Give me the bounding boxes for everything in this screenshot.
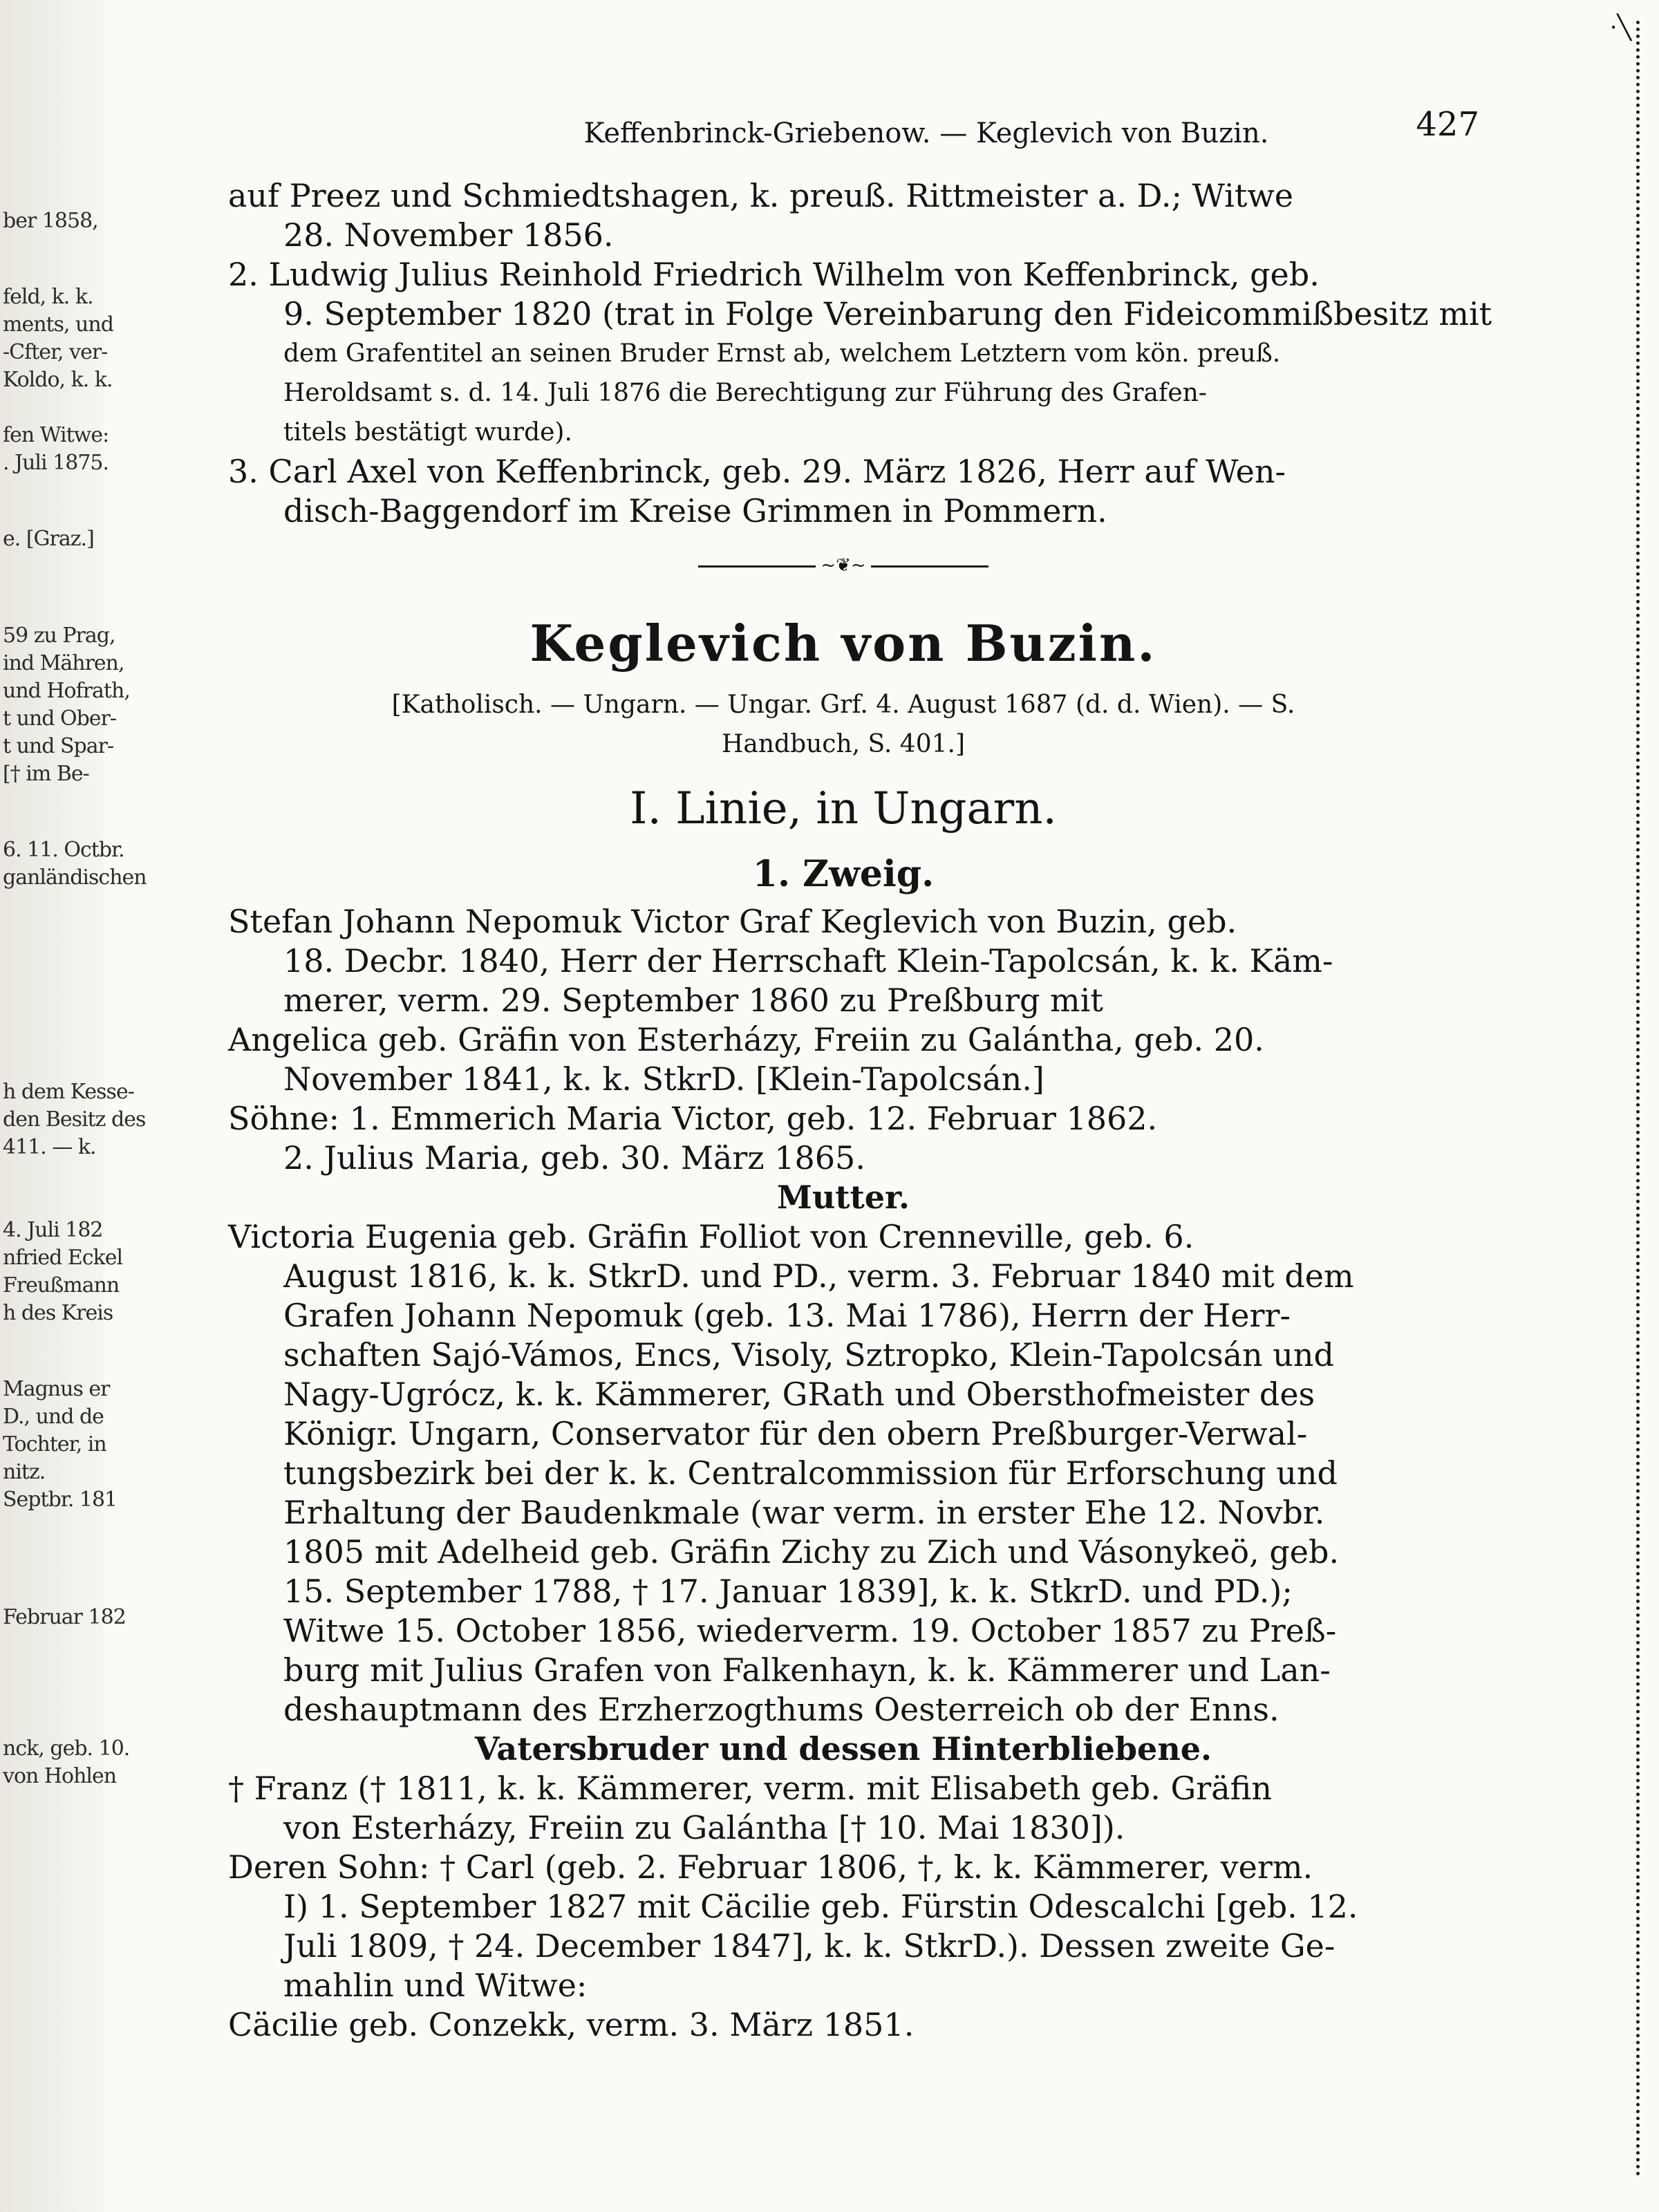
keffenbrinck-entry-2 — [228, 255, 1492, 452]
text-line: dem Grafentitel an seinen Bruder Ernst ab, welchem Letztern vom kön. preuß. — [283, 339, 1281, 368]
text-line: disch-Baggendorf im Kreise Grimmen in Pommern. — [283, 492, 1107, 529]
previous-page-fragment: t und Spar- — [3, 734, 114, 758]
previous-page-fragment: ments, und — [3, 312, 113, 337]
text-line: von Esterházy, Freiin zu Galántha [† 10. Mai 1830]). — [283, 1809, 1125, 1846]
previous-page-fragment: [† im Be- — [3, 762, 89, 786]
previous-page-fragment: nitz. — [3, 1460, 46, 1484]
text-line: merer, verm. 29. September 1860 zu Preßburg mit — [283, 982, 1103, 1019]
previous-page-fragment: nck, geb. 10. — [3, 1736, 130, 1761]
deren-sohn-entry — [228, 1848, 1459, 2005]
franz-entry — [228, 1769, 1459, 1848]
previous-page-fragment: und Hofrath, — [3, 679, 130, 703]
previous-page-fragment: e. [Graz.] — [3, 527, 94, 551]
text-line: 15. September 1788, † 17. Januar 1839], k. k. StkrD. und PD.); — [283, 1573, 1293, 1610]
previous-page-fragment: Februar 182 — [3, 1605, 126, 1629]
previous-page-fragment: Freußmann — [3, 1273, 120, 1297]
text-line: 2. Julius Maria, geb. 30. März 1865. — [283, 1139, 865, 1177]
previous-page-fragment: . Juli 1875. — [3, 451, 109, 475]
preceding-entry — [228, 176, 1459, 255]
edge-mark: ·╲ — [1609, 14, 1631, 41]
text-line: titels bestätigt wurde). — [283, 418, 572, 447]
text-line: Cäcilie geb. Conzekk, verm. 3. März 1851. — [228, 2006, 915, 2043]
section-divider — [698, 555, 988, 576]
text-line: 9. September 1820 (trat in Folge Vereinbarung den Fideicommißbesitz mit — [283, 295, 1492, 332]
text-line: † Franz († 1811, k. k. Kämmerer, verm. mit Elisabeth geb. Gräfin — [228, 1770, 1272, 1807]
family-title: Keglevich von Buzin. — [529, 614, 1157, 673]
text-line: Witwe 15. October 1856, wiederverm. 19. October 1857 zu Preß- — [283, 1612, 1337, 1649]
previous-page-fragment: D., und de — [3, 1405, 104, 1429]
previous-page-fragment: 59 zu Prag, — [3, 624, 115, 648]
previous-page-fragment: h des Kreis — [3, 1301, 113, 1325]
text-line: Nagy-Ugrócz, k. k. Kämmerer, GRath und Obersthofmeister des — [283, 1376, 1315, 1413]
text-line: burg mit Julius Grafen von Falkenhayn, k. k. Kämmerer und Lan- — [283, 1651, 1331, 1689]
text-line: 18. Decbr. 1840, Herr der Herrschaft Klein-Tapolcsán, k. k. Käm- — [283, 942, 1333, 980]
text-line: November 1841, k. k. StkrD. [Klein-Tapolcsán.] — [283, 1060, 1044, 1098]
previous-page-fragment: 411. — k. — [3, 1135, 96, 1159]
previous-page-fragment: 4. Juli 182 — [3, 1218, 103, 1242]
text-line: Königr. Ungarn, Conservator für den obern Preßburger-Verwal- — [283, 1415, 1308, 1452]
page-content — [228, 176, 1492, 2045]
mutter-heading: Mutter. — [776, 1179, 910, 1216]
previous-page-fragment: Koldo, k. k. — [3, 368, 113, 392]
main-entry — [228, 902, 1459, 1020]
previous-page-fragment: feld, k. k. — [3, 285, 93, 309]
family-intro-line: [Katholisch. — Ungarn. — Ungar. Grf. 4. August 1687 (d. d. Wien). — S. — [391, 691, 1295, 719]
text-line: mahlin und Witwe: — [283, 1967, 588, 2004]
text-line: 28. November 1856. — [283, 216, 614, 254]
previous-page-fragment: Magnus er — [3, 1377, 110, 1401]
text-line: Söhne: 1. Emmerich Maria Victor, geb. 12. Februar 1862. — [228, 1100, 1158, 1137]
previous-page-fragment: fen Witwe: — [3, 423, 109, 447]
text-line: Stefan Johann Nepomuk Victor Graf Keglevich von Buzin, geb. — [228, 903, 1237, 940]
linie-title: I. Linie, in Ungarn. — [630, 783, 1057, 834]
previous-page-fragment: ber 1858, — [3, 209, 98, 233]
previous-page-fragment: t und Ober- — [3, 706, 117, 731]
keffenbrinck-entry-3 — [228, 452, 1459, 531]
running-header: Keffenbrinck-Griebenow. — Keglevich von Buzin. — [583, 118, 1269, 149]
text-line: I) 1. September 1827 mit Cäcilie geb. Fürstin Odescalchi [geb. 12. — [283, 1888, 1358, 1925]
page-binding-edge — [1632, 21, 1640, 2177]
previous-page-fragment: -Cfter, ver- — [3, 340, 108, 364]
previous-page-edge — [0, 0, 147, 2212]
text-line: Deren Sohn: † Carl (geb. 2. Februar 1806, †, k. k. Kämmerer, verm. — [228, 1848, 1313, 1886]
previous-page-fragment: nfried Eckel — [3, 1246, 123, 1270]
text-line: Victoria Eugenia geb. Gräfin Folliot von Crenneville, geb. 6. — [228, 1218, 1194, 1255]
text-line: tungsbezirk bei der k. k. Centralcommission für Erforschung und — [283, 1454, 1338, 1492]
previous-page-fragment: 6. 11. Octbr. — [3, 838, 124, 862]
previous-page-fragment: ind Mähren, — [3, 651, 124, 675]
text-line: August 1816, k. k. StkrD. und PD., verm. 3. Februar 1840 mit dem — [283, 1257, 1354, 1295]
previous-page-fragment: Tochter, in — [3, 1432, 106, 1456]
previous-page-fragment: den Besitz des — [3, 1107, 146, 1132]
page-number: 427 — [1416, 105, 1479, 144]
sons-entry — [228, 1099, 1459, 1178]
text-line: Juli 1809, † 24. December 1847], k. k. StkrD.). Dessen zweite Ge- — [283, 1927, 1335, 1965]
spouse-entry — [228, 1020, 1459, 1099]
text-line: schaften Sajó-Vámos, Encs, Visoly, Sztropko, Klein-Tapolcsán und — [283, 1336, 1334, 1374]
previous-page-fragment: von Hohlen — [3, 1764, 117, 1788]
text-line: 3. Carl Axel von Keffenbrinck, geb. 29. März 1826, Herr auf Wen- — [228, 453, 1286, 490]
text-line: 2. Ludwig Julius Reinhold Friedrich Wilhelm von Keffenbrinck, geb. — [228, 256, 1320, 293]
text-line: Grafen Johann Nepomuk (geb. 13. Mai 1786), Herrn der Herr- — [283, 1297, 1291, 1334]
caecilie-entry — [228, 2005, 1459, 2045]
family-intro-line: Handbuch, S. 401.] — [721, 730, 966, 758]
text-line: 1805 mit Adelheid geb. Gräfin Zichy zu Zich und Vásonykeö, geb. — [283, 1533, 1340, 1571]
text-line: Angelica geb. Gräfin von Esterházy, Freiin zu Galántha, geb. 20. — [228, 1021, 1264, 1058]
divider-ornament: ~❦~ — [816, 557, 871, 574]
text-line: auf Preez und Schmiedtshagen, k. preuß. Rittmeister a. D.; Witwe — [228, 177, 1293, 214]
zweig-title: 1. Zweig. — [752, 853, 935, 895]
text-line: Erhaltung der Baudenkmale (war verm. in erster Ehe 12. Novbr. — [283, 1494, 1325, 1531]
previous-page-fragment: Septbr. 181 — [3, 1488, 118, 1512]
vatersbruder-heading: Vatersbruder und dessen Hinterbliebene. — [474, 1730, 1212, 1768]
text-line: deshauptmann des Erzherzogthums Oesterreich ob der Enns. — [283, 1691, 1280, 1728]
mutter-entry — [228, 1217, 1459, 1730]
previous-page-fragment: h dem Kesse- — [3, 1080, 134, 1104]
text-line: Heroldsamt s. d. 14. Juli 1876 die Berechtigung zur Führung des Grafen- — [283, 379, 1207, 407]
previous-page-fragment: ganländischen — [3, 865, 147, 890]
